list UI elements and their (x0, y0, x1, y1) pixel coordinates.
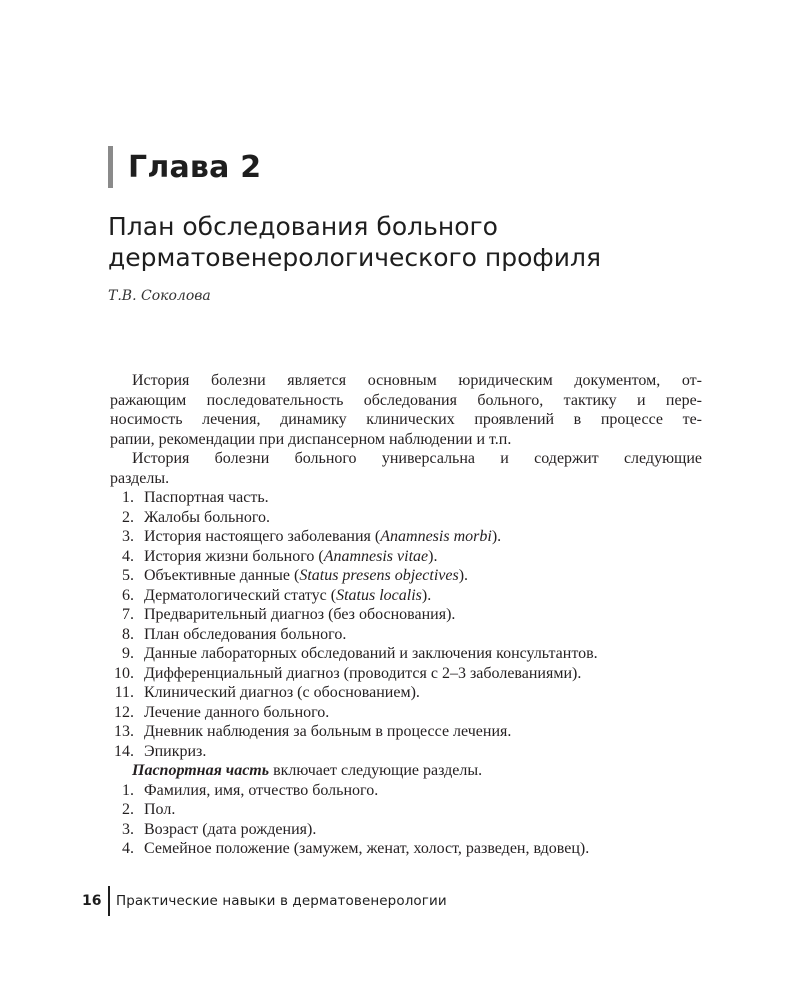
list-item-text: Дневник наблюдения за больным в процессе лечения. (144, 723, 512, 740)
paragraph-line: носимость лечения, динамику клинических проявлений в процессе те- (110, 411, 702, 428)
list-item-number: 4. (122, 840, 134, 857)
list-item-number: 9. (122, 645, 134, 662)
passport-intro-rest: включает следующие разделы. (269, 762, 483, 779)
list-item (110, 800, 702, 820)
paragraph-line: рапии, рекомендации при диспансерном наблюдении и т.п. (110, 430, 512, 448)
list-item-text: Данные лабораторных обследований и заключения консультантов. (144, 645, 598, 662)
list-item (110, 781, 702, 801)
list-item-text: План обследования больного. (144, 625, 347, 643)
paragraph-line: История болезни является основным юридическим документом, от- (132, 372, 702, 389)
list-item-number: 12. (114, 703, 134, 721)
list-item-text: История жизни больного (Anamnesis vitae). (144, 547, 438, 565)
list-item-number: 5. (122, 567, 134, 584)
list-item-number: 3. (122, 528, 134, 545)
list-item-text: Пол. (144, 801, 176, 818)
list-item-number: 8. (122, 625, 134, 643)
list-item-number: 6. (122, 586, 134, 604)
list-item (110, 683, 702, 703)
list-item-number: 1. (122, 781, 134, 799)
list-item (110, 566, 702, 586)
list-item (110, 644, 702, 664)
list-item-text: Дерматологический статус (Status localis). (144, 586, 432, 604)
list-item-text: Жалобы больного. (144, 508, 270, 526)
paragraph-line: ражающим последовательность обследования больного, тактику и пере- (110, 391, 702, 409)
body-text (110, 371, 702, 859)
chapter-heading (108, 146, 261, 188)
list-item (110, 839, 702, 859)
author-name: Т.В. Соколова (108, 288, 211, 304)
list-item (110, 547, 702, 567)
list-item-text: Возраст (дата рождения). (144, 820, 317, 838)
list-item-number: 2. (122, 508, 134, 526)
list-item-text: История настоящего заболевания (Anamnesis morbi). (144, 528, 502, 545)
list-item-text: Предварительный диагноз (без обоснования). (144, 606, 456, 623)
list-item-number: 7. (122, 606, 134, 623)
list-item-text: Дифференциальный диагноз (проводится с 2–3 заболеваниями). (144, 664, 582, 682)
list-item-text: Эпикриз. (144, 742, 207, 760)
list-item-text: Лечение данного больного. (144, 703, 330, 721)
list-item-number: 2. (122, 801, 134, 818)
section-title-line-1: План обследования больного (108, 212, 498, 241)
list-item (110, 703, 702, 723)
paragraph-line: История болезни больного универсальна и содержит следующие (132, 450, 702, 467)
list-item (110, 742, 702, 762)
list-item-number: 13. (114, 723, 134, 740)
section-title (108, 211, 708, 273)
passport-bold-term: Паспортная часть (132, 762, 270, 779)
paragraph-line: разделы. (110, 469, 170, 487)
sections-list (110, 488, 702, 761)
list-item-text: Объективные данные (Status presens objectives). (144, 567, 469, 584)
running-title: Практические навыки в дерматовенерологии (116, 893, 447, 909)
list-item (110, 527, 702, 547)
list-item (110, 605, 702, 625)
list-item (110, 488, 702, 508)
list-item (110, 508, 702, 528)
chapter-label: Глава 2 (128, 149, 262, 185)
list-item-text: Фамилия, имя, отчество больного. (144, 781, 379, 799)
page-footer (82, 887, 447, 915)
list-item-number: 3. (122, 820, 134, 838)
list-item (110, 586, 702, 606)
list-item-number: 1. (122, 489, 134, 506)
list-item-number: 4. (122, 547, 134, 565)
list-item (110, 664, 702, 684)
passport-intro (110, 761, 702, 781)
section-title-line-2: дерматовенерологического профиля (108, 243, 602, 272)
list-item-text: Клинический диагноз (с обоснованием). (144, 684, 420, 701)
list-item (110, 625, 702, 645)
list-item-number: 10. (114, 664, 134, 682)
list-item-number: 14. (114, 742, 134, 760)
passport-list (110, 781, 702, 859)
footer-divider (108, 886, 110, 916)
list-item-text: Паспортная часть. (144, 489, 269, 506)
list-item (110, 820, 702, 840)
page-number: 16 (82, 893, 102, 909)
list-item (110, 722, 702, 742)
list-item-number: 11. (114, 684, 134, 701)
list-item-text: Семейное положение (замужем, женат, холост, разведен, вдовец). (144, 840, 590, 857)
